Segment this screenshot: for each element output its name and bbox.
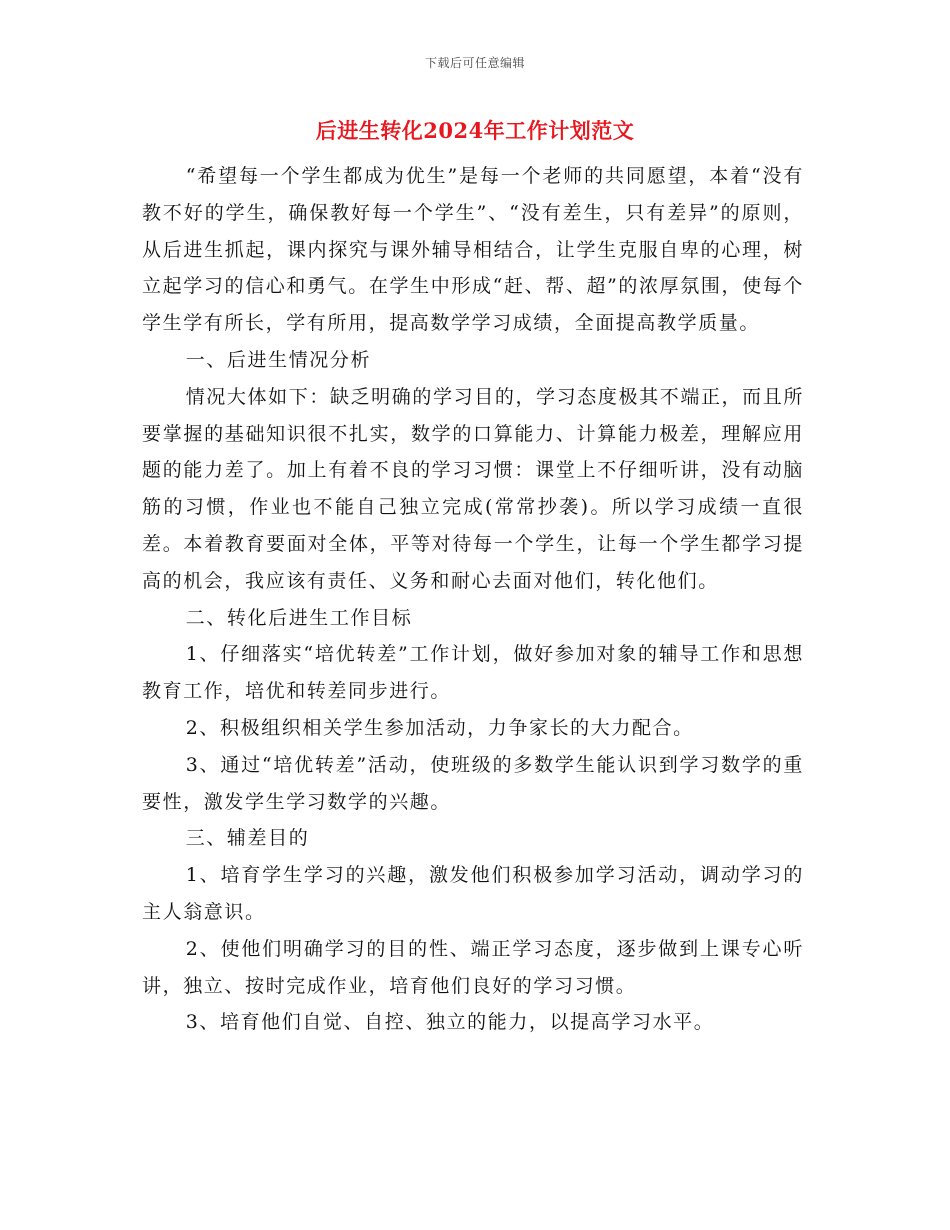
purpose-item-1: 1、培育学生学习的兴趣，激发他们积极参加学习活动，调动学习的主人翁意识。	[142, 864, 804, 923]
purpose-item-2: 2、使他们明确学习的目的性、端正学习态度，逐步做到上课专心听讲，独立、按时完成作业，培育他们良好的学习习惯。	[142, 937, 804, 997]
section-heading-1: 一、后进生情况分析	[185, 348, 372, 371]
analysis-paragraph: 情况大体如下：缺乏明确的学习目的，学习态度极其不端正，而且所要掌握的基础知识很不扎实，数学的口算能力、计算能力极差，理解应用题的能力差了。加上有着不良的学习习惯：课堂上不仔细听讲，没有动脑筋的习惯，作业也不能自己独立完成(常常抄袭)。所以学习成绩一直很差。本着教育要面对全体，平等对待每一个学生，让每一个学生都学习提高的机会，我应该有责任、义务和耐心去面对他们，转化他们。	[142, 385, 804, 592]
document-title: 后进生转化2024年工作计划范文	[315, 118, 635, 143]
intro-paragraph: “希望每一个学生都成为优生”是每一个老师的共同愿望，本着“没有教不好的学生，确保教好每一个学生”、“没有差生，只有差异”的原则，从后进生抓起，课内探究与课外辅导相结合，让学生克服自卑的心理，树立起学习的信心和勇气。在学生中形成“赶、帮、超”的浓厚氛围，使每个学生学有所长，学有所用，提高数学学习成绩，全面提高教学质量。	[142, 165, 804, 335]
goal-item-3: 3、通过“培优转差”活动，使班级的多数学生能认识到学习数学的重要性，激发学生学习数学的兴趣。	[142, 753, 804, 813]
goal-item-2: 2、积极组织相关学生参加活动，力争家长的大力配合。	[185, 716, 694, 739]
section-heading-2: 二、转化后进生工作目标	[185, 606, 413, 629]
document-body	[142, 158, 804, 1041]
page-header-note: 下载后可任意编辑	[424, 56, 525, 70]
section-heading-3: 三、辅差目的	[185, 827, 310, 850]
purpose-item-3: 3、培育他们自觉、自控、独立的能力，以提高学习水平。	[185, 1011, 715, 1034]
goal-item-1: 1、仔细落实“培优转差”工作计划，做好参加对象的辅导工作和思想教育工作，培优和转差同步进行。	[142, 643, 804, 703]
